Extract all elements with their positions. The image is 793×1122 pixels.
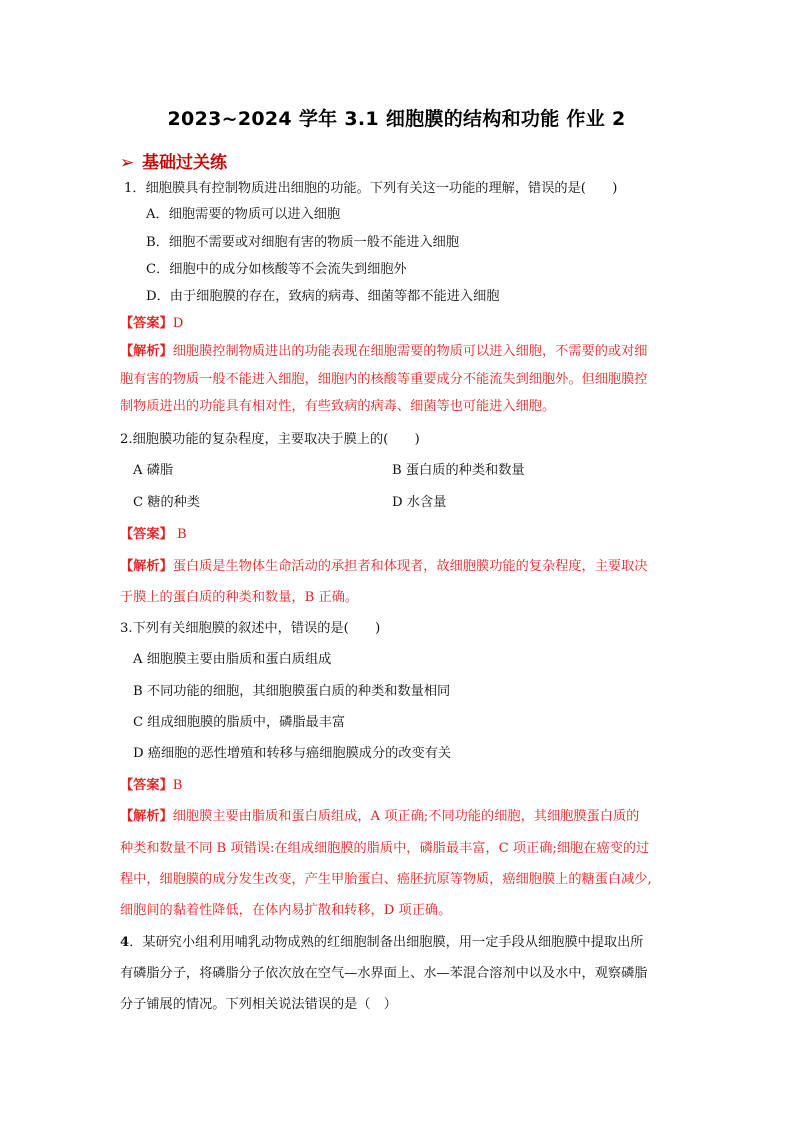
question-4-stem-line-1: 4．某研究小组利用哺乳动物成熟的红细胞制备出细胞膜，用一定手段从细胞膜中提取出所 — [120, 935, 644, 950]
question-1-answer — [120, 315, 183, 333]
question-2-stem: 2.细胞膜功能的复杂程度，主要取决于膜上的( ) — [120, 432, 420, 447]
question-number: 4 — [120, 935, 130, 950]
arrow-bullet-icon: ➢ — [120, 153, 135, 173]
analysis-tag: 【解析】 — [120, 559, 173, 574]
question-3-option-b: B 不同功能的细胞，其细胞膜蛋白质的种类和数量相同 — [133, 684, 451, 699]
question-2-option-b: B 蛋白质的种类和数量 — [392, 463, 525, 478]
answer-value: B — [172, 527, 187, 542]
question-3-option-c: C 组成细胞膜的脂质中，磷脂最丰富 — [133, 715, 346, 730]
question-2-analysis-line-1: 【解析】蛋白质是生物体生命活动的承担者和体现者，故细胞膜功能的复杂程度，主要取决 — [120, 559, 648, 574]
question-3-analysis-line-3: 程中，细胞膜的成分发生改变，产生甲胎蛋白、癌胚抗原等物质，癌细胞膜上的糖蛋白减少, — [120, 872, 652, 887]
question-1-analysis-line-1: 【解析】细胞膜控制物质进出的功能表现在细胞需要的物质可以进入细胞，不需要的或对细 — [120, 344, 648, 359]
question-4-stem-line-2: 有磷脂分子，将磷脂分子依次放在空气—水界面上、水—苯混合溶剂中以及水中，观察磷脂 — [120, 966, 648, 981]
question-1-option-a: A．细胞需要的物质可以进入细胞 — [146, 207, 341, 222]
question-1-analysis-line-2: 胞有害的物质一般不能进入细胞，细胞内的核酸等重要成分不能流失到细胞外。但细胞膜控 — [120, 372, 648, 387]
question-1-stem: 1．细胞膜具有控制物质进出细胞的功能。下列有关这一功能的理解，错误的是( ) — [124, 181, 618, 196]
question-2-analysis-line-2: 于膜上的蛋白质的种类和数量，B 正确。 — [120, 590, 359, 605]
section-heading — [120, 148, 227, 173]
answer-value: B — [172, 778, 183, 793]
page-title: 2023~2024 学年 3.1 细胞膜的结构和功能 作业 2 — [167, 108, 626, 130]
answer-tag: 【答案】 — [120, 527, 173, 542]
answer-tag: 【答案】 — [120, 778, 173, 793]
question-1-option-d: D．由于细胞膜的存在，致病的病毒、细菌等都不能进入细胞 — [146, 289, 500, 304]
question-1-option-c: C．细胞中的成分如核酸等不会流失到细胞外 — [146, 262, 407, 277]
answer-value: D — [172, 316, 184, 331]
answer-tag: 【答案】 — [120, 316, 173, 331]
question-3-analysis-line-1: 【解析】细胞膜主要由脂质和蛋白质组成，A 项正确;不同功能的细胞，其细胞膜蛋白质的 — [120, 809, 640, 824]
question-3-analysis-line-4: 细胞间的黏着性降低，在体内易扩散和转移，D 项正确。 — [120, 903, 452, 918]
analysis-tag: 【解析】 — [120, 344, 173, 359]
question-3-stem: 3.下列有关细胞膜的叙述中，错误的是( ) — [120, 621, 381, 636]
question-2-option-d: D 水含量 — [392, 495, 447, 510]
question-3-analysis-line-2: 种类和数量不同 B 项错误:在组成细胞膜的脂质中，磷脂最丰富，C 项正确;细胞在癌变的过 — [120, 841, 650, 856]
question-4-stem-line-3: 分子铺展的情况。下列相关说法错误的是（ ） — [120, 997, 397, 1012]
question-1-option-b: B．细胞不需要或对细胞有害的物质一般不能进入细胞 — [146, 235, 460, 250]
question-1-analysis-line-3: 制物质进出的功能具有相对性，有些致病的病毒、细菌等也可能进入细胞。 — [120, 399, 556, 414]
question-3-option-a: A 细胞膜主要由脂质和蛋白质组成 — [133, 652, 332, 667]
section-label: 基础过关练 — [142, 153, 227, 173]
question-3-option-d: D 癌细胞的恶性增殖和转移与癌细胞膜成分的改变有关 — [133, 746, 452, 761]
question-3-answer — [120, 777, 182, 795]
question-2-answer — [120, 526, 187, 544]
question-2-option-c: C 糖的种类 — [133, 495, 201, 510]
analysis-tag: 【解析】 — [120, 809, 173, 824]
question-2-option-a: A 磷脂 — [133, 463, 174, 478]
